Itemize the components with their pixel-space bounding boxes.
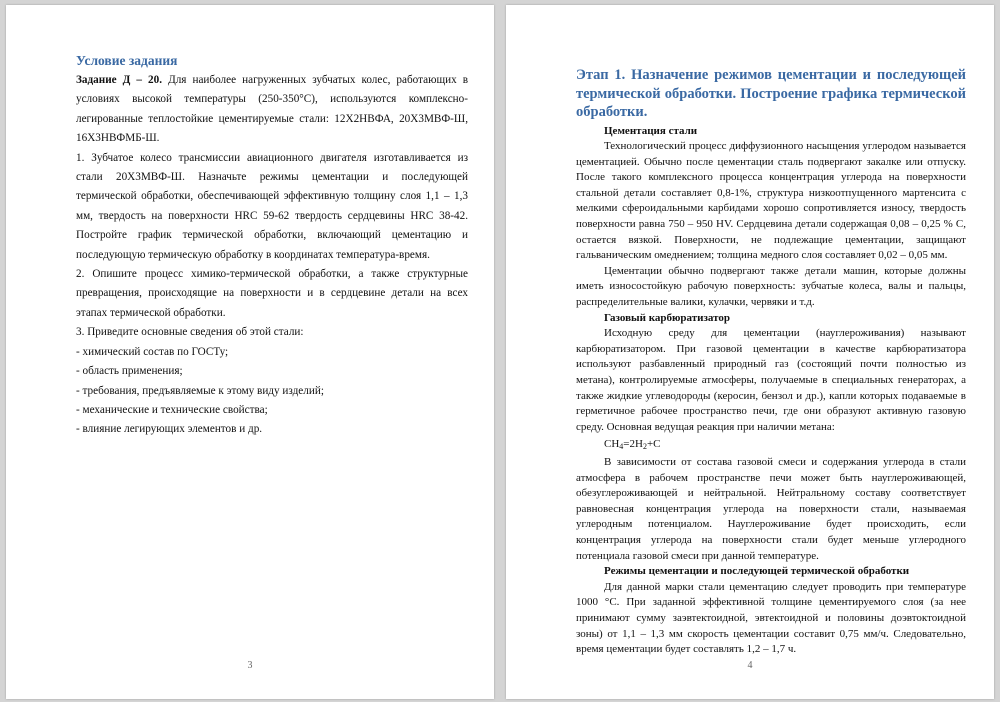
- task-item-2: 2. Опишите процесс химико-термической обработки, а также структурные превращения, происходящие на поверхности и в сердцевине детали на всех этапах термической обработки.: [76, 268, 468, 319]
- bullet-item: - область применения;: [76, 365, 183, 378]
- paragraph: В зависимости от состава газовой смеси и содержания углерода в стали атмосфера в рабочем пространстве печи может быть науглероживающей, обезуглероживающей и нейтральной. Нейтральному составу соответствует равновесная концентрация углерода на поверхности стали, называемая углеродным потенциалом. Науглероживание будет происходить, если концентрация углерода на поверхности стали будет меньше углеродного потенциала газовой смеси при данной температуре.: [576, 455, 966, 562]
- task-text: Для наиболее нагруженных зубчатых колес, работающих в условиях высокой температуры (250-350°С), используются комплексно-легированные теплостойкие цементируемые стали: 12Х2НВФА, 20Х3МВФ-Ш, 16Х3НВФМБ-Ш.: [76, 74, 468, 145]
- paragraph: Технологический процесс диффузионного насыщения углеродом называется цементацией. Обычно после цементации сталь подвергают закалке или отпуску. После такого комплексного процесса концентрация углерода на поверхности стальной детали составляет 0,8-1%, структура низкоотпущенного мартенсита с мелкими сфероидальными карбидами хорошо сопротивляется износу, твердость поверхности равна 750 – 950 HV. Сердцевина детали содержащая 0,08 – 0,25 % С, остается вязкой. Поверхности, не подлежащие цементации, защищают гальваническим омеднением; толщина медного слоя составляет 0,02 – 0,05 мм.: [576, 140, 966, 262]
- task-heading: Условие задания: [76, 53, 178, 68]
- bullet-item: - химический состав по ГОСТу;: [76, 345, 229, 358]
- page-3: [6, 5, 494, 699]
- subheading-modes: Режимы цементации и последующей термической обработки: [604, 565, 910, 578]
- formula-subscript: 4: [619, 442, 624, 452]
- task-item-3: 3. Приведите основные сведения об этой стали:: [76, 326, 304, 339]
- page-4: [506, 5, 994, 699]
- formula-part: +C: [646, 438, 661, 451]
- formula-subscript: 2: [642, 442, 647, 452]
- page-3-content: [76, 53, 468, 440]
- bullet-item: - механические и технические свойства;: [76, 403, 268, 416]
- subheading-cementation: Цементация стали: [604, 124, 698, 137]
- task-item-1: 1. Зубчатое колесо трансмиссии авиационного двигателя изготавливается из стали 20Х3МВФ-Ш. Назначьте режимы цементации и последующей термической обработки, обеспечивающей эффективную толщину слоя 1,1 – 1,3 мм, твердость на поверхности HRC 59-62 твердость сердцевины HRC 38-42. Постройте график термической обработки, включающий цементацию и последующую термическую обработку в координатах температура-время.: [76, 151, 468, 261]
- page-4-content: [576, 66, 966, 658]
- paragraph: Для данной марки стали цементацию следует проводить при температуре 1000 °С. При заданной эффективной толщине цементируемого слоя (за нее принимают сумму заэвтектоидной, эвтектоидной и половины доэвтоктоидной зоны) от 1,1 – 1,3 мм скорость цементации составит 0,75 мм/ч. Следовательно, время цементации будет составлять 1,2 – 1,7 ч.: [576, 580, 966, 656]
- page-number: 4: [747, 660, 753, 671]
- stage-heading: Этап 1. Назначение режимов цементации и последующей термической обработки. Построение графика термической обработки.: [576, 67, 966, 120]
- task-label: Задание Д – 20.: [76, 74, 163, 86]
- task-intro: [76, 71, 468, 149]
- paragraph: Цементации обычно подвергают также детали машин, которые должны иметь износостойкую рабочую поверхность: зубчатые колеса, валы и пальцы, распределительные валики, кулачки, червяки и т.д.: [576, 264, 966, 309]
- page-number: 3: [247, 660, 253, 671]
- paragraph: Исходную среду для цементации (науглероживания) называют карбюратизатором. При газовой цементации в качестве карбюратизатора используют разбавленный природный газ (состоящий почти полностью из метана), контролируемые атмосферы, получаемые в специальных генераторах, а также жидкие углеводороды (керосин, бензол и др.), капли которых подаваемые в герметичное рабочее пространство печи, где они образуют активную газовую среду. Основная ведущая реакция при наличии метана:: [576, 327, 966, 433]
- formula-part: CH: [604, 438, 620, 451]
- bullet-item: - требования, предъявляемые к этому виду изделий;: [76, 384, 324, 397]
- formula-part: =2H: [623, 438, 643, 451]
- reaction-formula: [576, 437, 966, 453]
- bullet-item: - влияние легирующих элементов и др.: [76, 423, 263, 436]
- subheading-gas-carburizer: Газовый карбюратизатор: [604, 311, 731, 324]
